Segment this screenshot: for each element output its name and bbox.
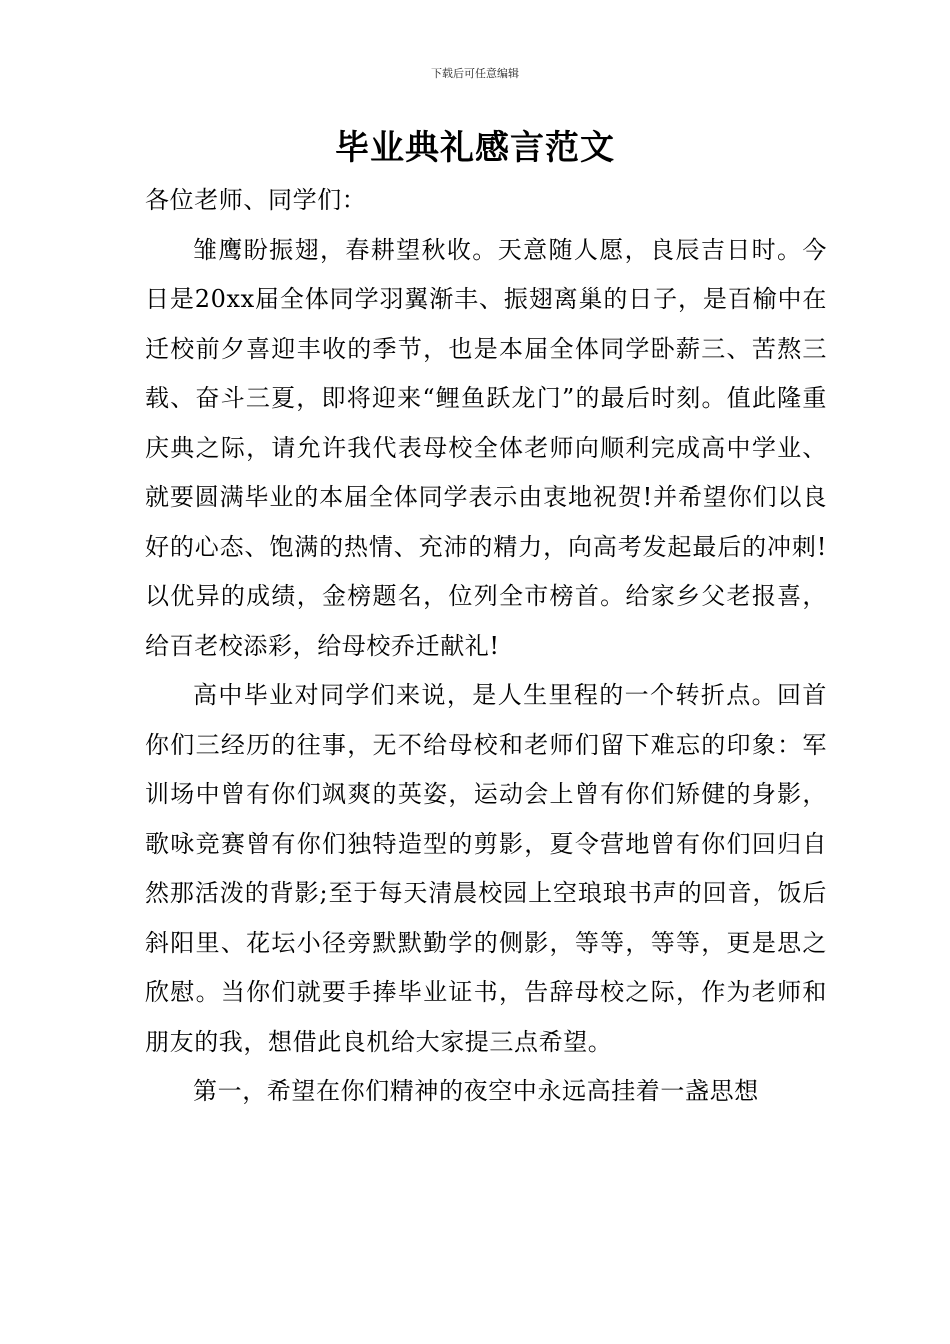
document-title: 毕业典礼感言范文 xyxy=(335,128,615,168)
header-note: 下载后可任意编辑 xyxy=(431,67,519,80)
greeting-line: 各位老师、同学们： xyxy=(145,186,367,214)
paragraph-2: 高中毕业对同学们来说，是人生里程的一个转折点。回首你们三经历的往事，无不给母校和老师们留下难忘的印象：军训场中曾有你们飒爽的英姿，运动会上曾有你们矫健的身影，歌咏竞赛曾有你们独特造型的剪影，夏令营地曾有你们回归自然那活泼的背影;至于每天清晨校园上空琅琅书声的回音，饭后斜阳里、花坛小径旁默默勤学的侧影，等等，等等，更是思之欣慰。当你们就要手捧毕业证书，告辞母校之际，作为老师和朋友的我，想借此良机给大家提三点希望。 xyxy=(145,681,827,1056)
paragraph-3: 第一，希望在你们精神的夜空中永远高挂着一盏思想 xyxy=(193,1077,759,1105)
paragraph-1: 雏鹰盼振翅，春耕望秋收。天意随人愿，良辰吉日时。今日是20xx届全体同学羽翼渐丰、振翅离巢的日子，是百榆中在迁校前夕喜迎丰收的季节，也是本届全体同学卧薪三、苦熬三载、奋斗三夏，即将迎来“鲤鱼跃龙门”的最后时刻。值此隆重庆典之际，请允许我代表母校全体老师向顺利完成高中学业、就要圆满毕业的本届全体同学表示由衷地祝贺!并希望你们以良好的心态、饱满的热情、充沛的精力，向高考发起最后的冲刺!以优异的成绩，金榜题名，位列全市榜首。给家乡父老报喜，给百老校添彩，给母校乔迁献礼! xyxy=(145,235,827,660)
document-body xyxy=(145,176,827,1117)
